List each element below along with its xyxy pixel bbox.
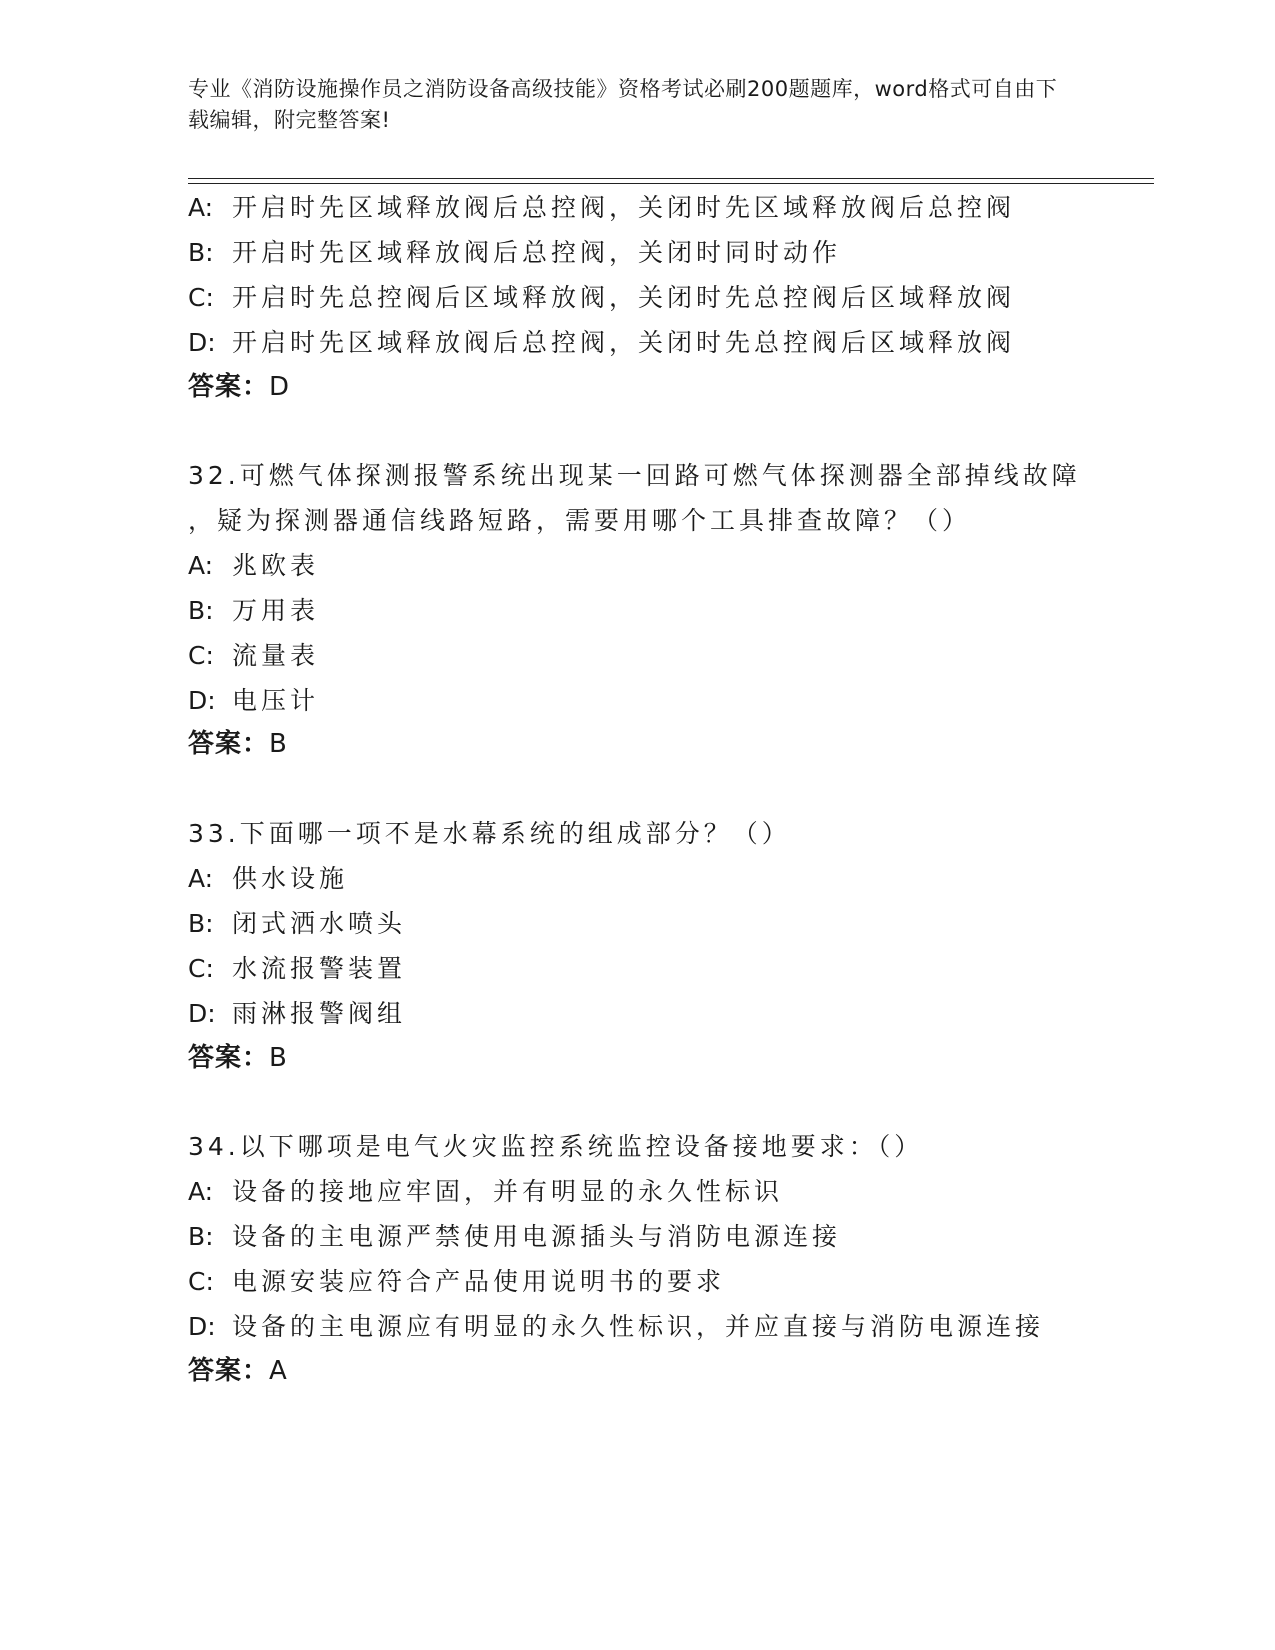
option-text: 闭式洒水喷头 (232, 909, 407, 938)
q32-question-line2: ，疑为探测器通信线路短路，需要用哪个工具排查故障？（） (188, 506, 972, 535)
option-label: A: (188, 551, 214, 580)
q33-answer (188, 1042, 288, 1074)
q31-option-d (188, 327, 1015, 359)
q34-question-line1: 34.以下哪项是电气火灾监控系统监控设备接地要求：（） (188, 1132, 924, 1161)
q33-option-d (188, 998, 406, 1030)
q33-question-line1: 33.下面哪一项不是水幕系统的组成部分？（） (188, 819, 791, 848)
option-label: C: (188, 641, 214, 670)
option-label: A: (188, 864, 214, 893)
option-label: D: (188, 1312, 216, 1341)
answer-label: 答案： (188, 1356, 270, 1386)
option-text: 开启时先区域释放阀后总控阀，关闭时先总控阀后区域释放阀 (232, 328, 1016, 357)
q32-option-b (188, 595, 319, 627)
header-divider-top (188, 178, 1154, 179)
answer-label: 答案： (188, 1043, 270, 1073)
option-label: C: (188, 954, 214, 983)
answer-label: 答案： (188, 729, 270, 759)
option-text: 电压计 (232, 686, 320, 715)
q34-option-d (188, 1311, 1044, 1343)
q34-option-b (188, 1221, 841, 1253)
q33-option-c (188, 953, 406, 985)
q33-option-a (188, 863, 348, 895)
document-header: 专业《消防设施操作员之消防设备高级技能》资格考试必刷200题题库，word格式可自由下载编辑，附完整答案! (188, 77, 1058, 132)
q33-option-b (188, 908, 406, 940)
option-text: 开启时先区域释放阀后总控阀，关闭时同时动作 (232, 238, 842, 267)
option-text: 电源安装应符合产品使用说明书的要求 (232, 1267, 726, 1296)
option-label: C: (188, 283, 214, 312)
option-text: 雨淋报警阀组 (232, 999, 407, 1028)
q31-answer (188, 371, 290, 403)
option-label: D: (188, 999, 216, 1028)
option-label: B: (188, 909, 214, 938)
option-text: 开启时先区域释放阀后总控阀，关闭时先区域释放阀后总控阀 (232, 193, 1016, 222)
option-label: D: (188, 328, 216, 357)
option-label: B: (188, 1222, 214, 1251)
option-label: B: (188, 238, 214, 267)
option-text: 兆欧表 (232, 551, 320, 580)
q32-question-line1: 32.可燃气体探测报警系统出现某一回路可燃气体探测器全部掉线故障 (188, 461, 1081, 490)
header-divider-bottom (188, 183, 1154, 184)
option-label: A: (188, 193, 214, 222)
option-text: 设备的接地应牢固，并有明显的永久性标识 (232, 1177, 784, 1206)
option-label: A: (188, 1177, 214, 1206)
option-label: B: (188, 596, 214, 625)
option-label: C: (188, 1267, 214, 1296)
option-text: 设备的主电源应有明显的永久性标识，并应直接与消防电源连接 (232, 1312, 1045, 1341)
q32-option-a (188, 550, 319, 582)
answer-value: B (269, 729, 288, 759)
q31-option-c (188, 282, 1015, 314)
option-text: 开启时先总控阀后区域释放阀，关闭时先总控阀后区域释放阀 (232, 283, 1016, 312)
q32-option-c (188, 640, 319, 672)
q31-option-b (188, 237, 841, 269)
option-text: 设备的主电源严禁使用电源插头与消防电源连接 (232, 1222, 842, 1251)
answer-label: 答案： (188, 372, 270, 402)
answer-value: D (269, 372, 291, 402)
q34-option-a (188, 1176, 783, 1208)
option-label: D: (188, 686, 216, 715)
q31-option-a (188, 192, 1015, 224)
q34-answer (188, 1355, 288, 1387)
option-text: 流量表 (232, 641, 320, 670)
option-text: 万用表 (232, 596, 320, 625)
q32-option-d (188, 685, 319, 717)
answer-value: B (269, 1043, 288, 1073)
option-text: 供水设施 (232, 864, 349, 893)
option-text: 水流报警装置 (232, 954, 407, 983)
q32-answer (188, 728, 288, 760)
q34-option-c (188, 1266, 725, 1298)
answer-value: A (269, 1356, 288, 1386)
